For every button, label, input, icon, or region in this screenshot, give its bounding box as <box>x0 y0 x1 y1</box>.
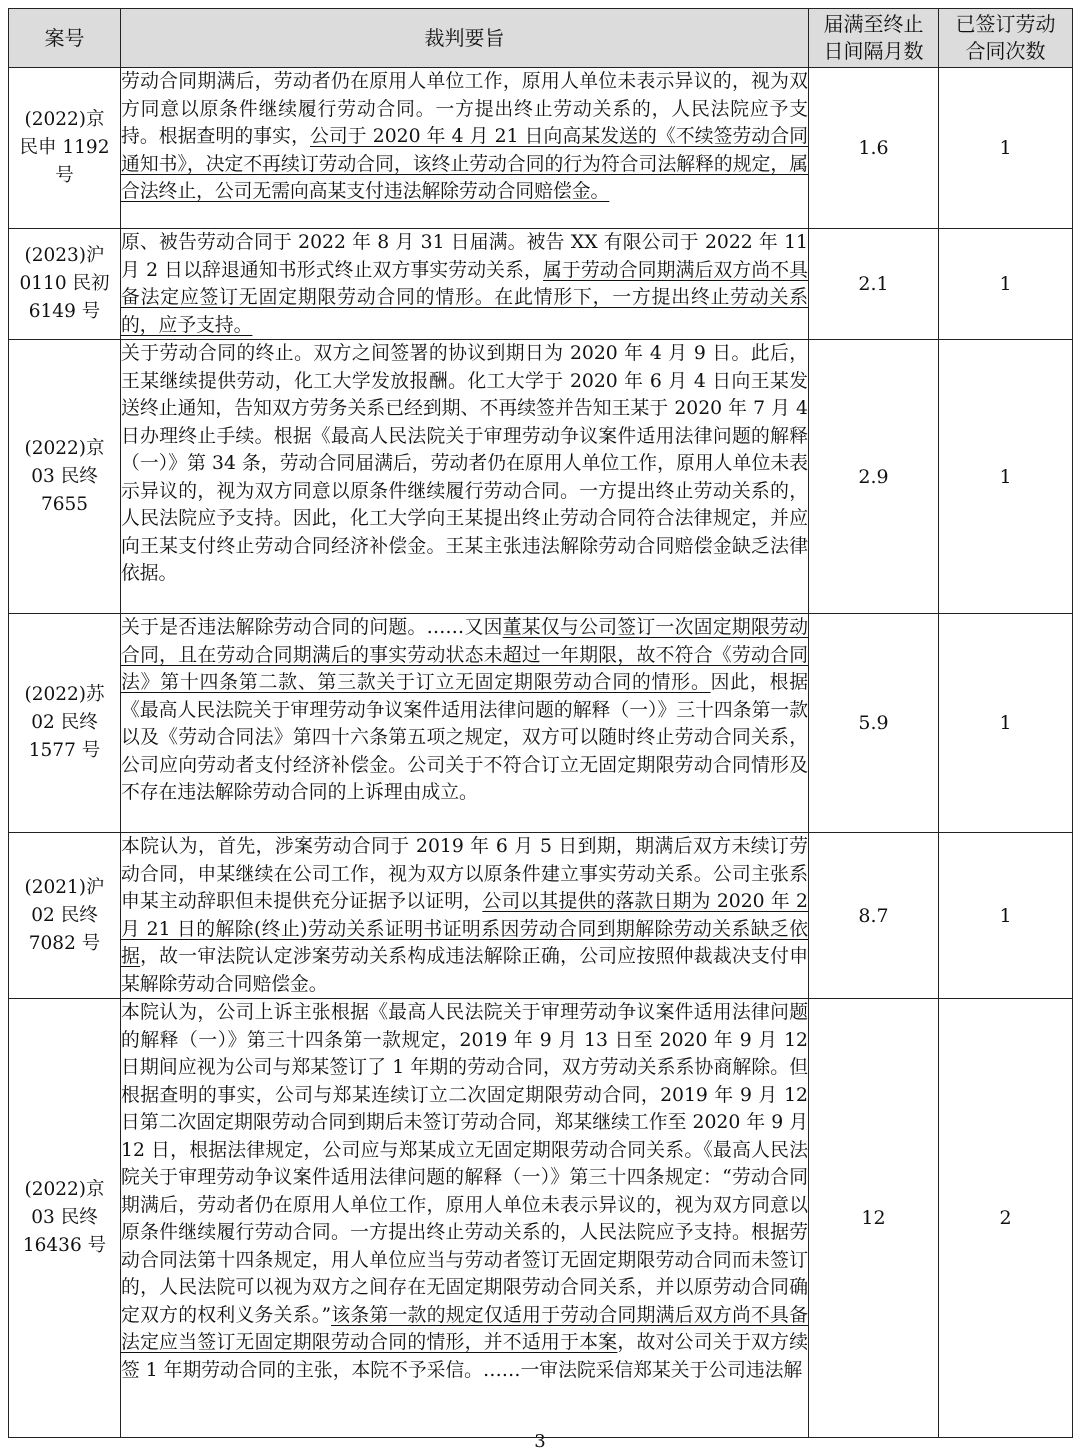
gist-text: 关于劳动合同的终止。双方之间签署的协议到期日为 2020 年 4 月 9 日。此后，王某继续提供劳动，化工大学发放报酬。化工大学于 2020 年 6 月 4 日向王某发送终止通知，告知双方劳务关系已经到期、不再续签并告知王某于 2020 年 7 月 4 日办理终止手续。根据《最高人民法院关于审理劳动争议案件适用法律问题的解释（一）》第 34 条，劳动合同届满后，劳动者仍在原用人单位工作，原用人单位未表示异议的，视为双方同意以原条件继续履行劳动合同。一方提出终止劳动关系的，人民法院应予支持。因此，化工大学向王某提出终止劳动合同符合法律规定，并应向王某支付终止劳动合同经济补偿金。王某主张违法解除劳动合同赔偿金缺乏法律依据。 <box>121 343 808 584</box>
gist-text: 因此，根据《最高人民法院关于审理劳动争议案件适用法律问题的解释（一）》三十四条第一款以及《劳动合同法》第四十六条第五项之规定，双方可以随时终止劳动合同关系，公司应向劳动者支付经济补偿金。公司关于不符合订立无固定期限劳动合同情形及不存在违法解除劳动合同的上诉理由成立。 <box>121 672 809 803</box>
table-row <box>9 68 1073 229</box>
contract-count-cell: 1 <box>939 833 1073 999</box>
gist-text: 原、被告劳动合同于 2022 年 8 月 31 日届满。被告 XX 有限公司于 2022 年 11 月 2 日以辞退通知书形式终止双方事实劳动关系， <box>121 232 808 281</box>
gist-text: 本院认为，公司上诉主张根据《最高人民法院关于审理劳动争议案件适用法律问题的解释（一）》第三十四条第一款规定，2019 年 9 月 13 日至 2020 年 9 月 12 日期间应视为公司与郑某签订了 1 年期的劳动合同，双方劳动关系系协商解除。但根据查明的事实，公司与郑某连续订立二次固定期限劳动合同，2019 年 9 月 12 日第二次固定期限劳动合同到期后未签订劳动合同，郑某继续工作至 2020 年 9 月 12 日，根据法律规定，公司应与郑某成立无固定期限劳动合同关系。《最高人民法院关于审理劳动争议案件适用法律问题的解释（一）》第三十四条规定：“劳动合同期满后，劳动者仍在原用人单位工作，原用人单位未表示异议的，视为双方同意以原条件继续履行劳动合同。一方提出终止劳动关系的，人民法院应予支持。根据劳动合同法第十四条规定，用人单位应当与劳动者签订无固定期限劳动合同而未签订的，人民法院可以视为双方之间存在无固定期限劳动合同关系，并以原劳动合同确定双方的权利义务关系。” <box>121 1002 808 1326</box>
ruling-gist-cell <box>121 229 809 340</box>
table-row <box>9 833 1073 999</box>
gist-underlined-text: 公司于 2020 年 4 月 21 日向高某发送的《不续签劳动合同通知书》，决定不再续订劳动合同，该终止劳动合同的行为符合司法解释的规定，属合法终止，公司无需向高某支付违法解除劳动合同赔偿金。 <box>121 126 808 202</box>
page-number: 3 <box>534 1431 546 1452</box>
gist-underlined-text: 公司以其提供的落款日期为 2020 年 2 月 21 日的解除(终止)劳动关系证明书证明系因劳动合同到期解除劳动关系缺乏依据 <box>121 891 809 967</box>
case-number-cell: (2022)京 03 民终 16436 号 <box>9 999 121 1438</box>
months-interval-cell: 2.9 <box>809 340 939 614</box>
gist-text: 本院认为，首先，涉案劳动合同于 2019 年 6 月 5 日到期，期满后双方未续订劳动合同，申某继续在公司工作，视为双方以原条件建立事实劳动关系。公司主张系申某主动辞职但未提供充分证据予以证明， <box>121 836 808 912</box>
table-row <box>9 340 1073 614</box>
gist-underlined-text: 董某仅与公司签订一次固定期限劳动合同，且在劳动合同期满后的事实劳动状态未超过一年期限，故不符合《劳动合同法》第十四条第二款、第三款关于订立无固定期限劳动合同的情形。 <box>121 617 809 693</box>
contract-count-cell: 1 <box>939 229 1073 340</box>
contract-count-cell: 1 <box>939 340 1073 614</box>
case-number-cell: (2022)京 民申 1192 号 <box>9 68 121 229</box>
contract-count-cell: 2 <box>939 999 1073 1438</box>
case-table <box>8 8 1073 1438</box>
contract-count-cell: 1 <box>939 68 1073 229</box>
ruling-gist-cell <box>121 999 809 1438</box>
gist-text: 劳动合同期满后，劳动者仍在原用人单位工作，原用人单位未表示异议的，视为双方同意以原条件继续履行劳动合同。一方提出终止劳动关系的，人民法院应予支持。根据查明的事实， <box>121 71 808 147</box>
gist-underlined-text: 属于劳动合同期满后双方尚不具备法定应签订无固定期限劳动合同的情形。在此情形下，一方提出终止劳动关系的，应予支持。 <box>121 259 809 336</box>
header-gist: 裁判要旨 <box>121 9 809 68</box>
months-interval-cell: 8.7 <box>809 833 939 999</box>
case-number-cell: (2021)沪 02 民终 7082 号 <box>9 833 121 999</box>
months-interval-cell: 2.1 <box>809 229 939 340</box>
header-months: 届满至终止 日间隔月数 <box>809 9 939 68</box>
header-contract-count: 已签订劳动 合同次数 <box>939 9 1073 68</box>
gist-underlined-text: 该条第一款的规定仅适用于劳动合同期满后双方尚不具备法定应当签订无固定期限劳动合同的情形，并不适用于本案 <box>121 1304 808 1353</box>
months-interval-cell: 1.6 <box>809 68 939 229</box>
header-row <box>9 9 1073 68</box>
months-interval-cell: 5.9 <box>809 614 939 833</box>
ruling-gist-cell <box>121 68 809 229</box>
months-interval-cell: 12 <box>809 999 939 1438</box>
gist-text: ，故对公司关于双方续签 1 年期劳动合同的主张，本院不予采信。……一审法院采信郑某关于公司违法解 <box>121 1332 808 1381</box>
ruling-gist-cell <box>121 340 809 614</box>
ruling-gist-cell <box>121 614 809 833</box>
ruling-gist-cell <box>121 833 809 999</box>
case-number-cell: (2022)京 03 民终 7655 <box>9 340 121 614</box>
table-row <box>9 614 1073 833</box>
contract-count-cell: 1 <box>939 614 1073 833</box>
table-row <box>9 999 1073 1438</box>
table-row <box>9 229 1073 340</box>
header-case-no: 案号 <box>9 9 121 68</box>
gist-text: 关于是否违法解除劳动合同的问题。……又因 <box>121 617 503 638</box>
case-number-cell: (2022)苏 02 民终 1577 号 <box>9 614 121 833</box>
case-number-cell: (2023)沪 0110 民初 6149 号 <box>9 229 121 340</box>
gist-text: ，故一审法院认定涉案劳动关系构成违法解除正确，公司应按照仲裁裁决支付申某解除劳动合同赔偿金。 <box>121 946 808 995</box>
